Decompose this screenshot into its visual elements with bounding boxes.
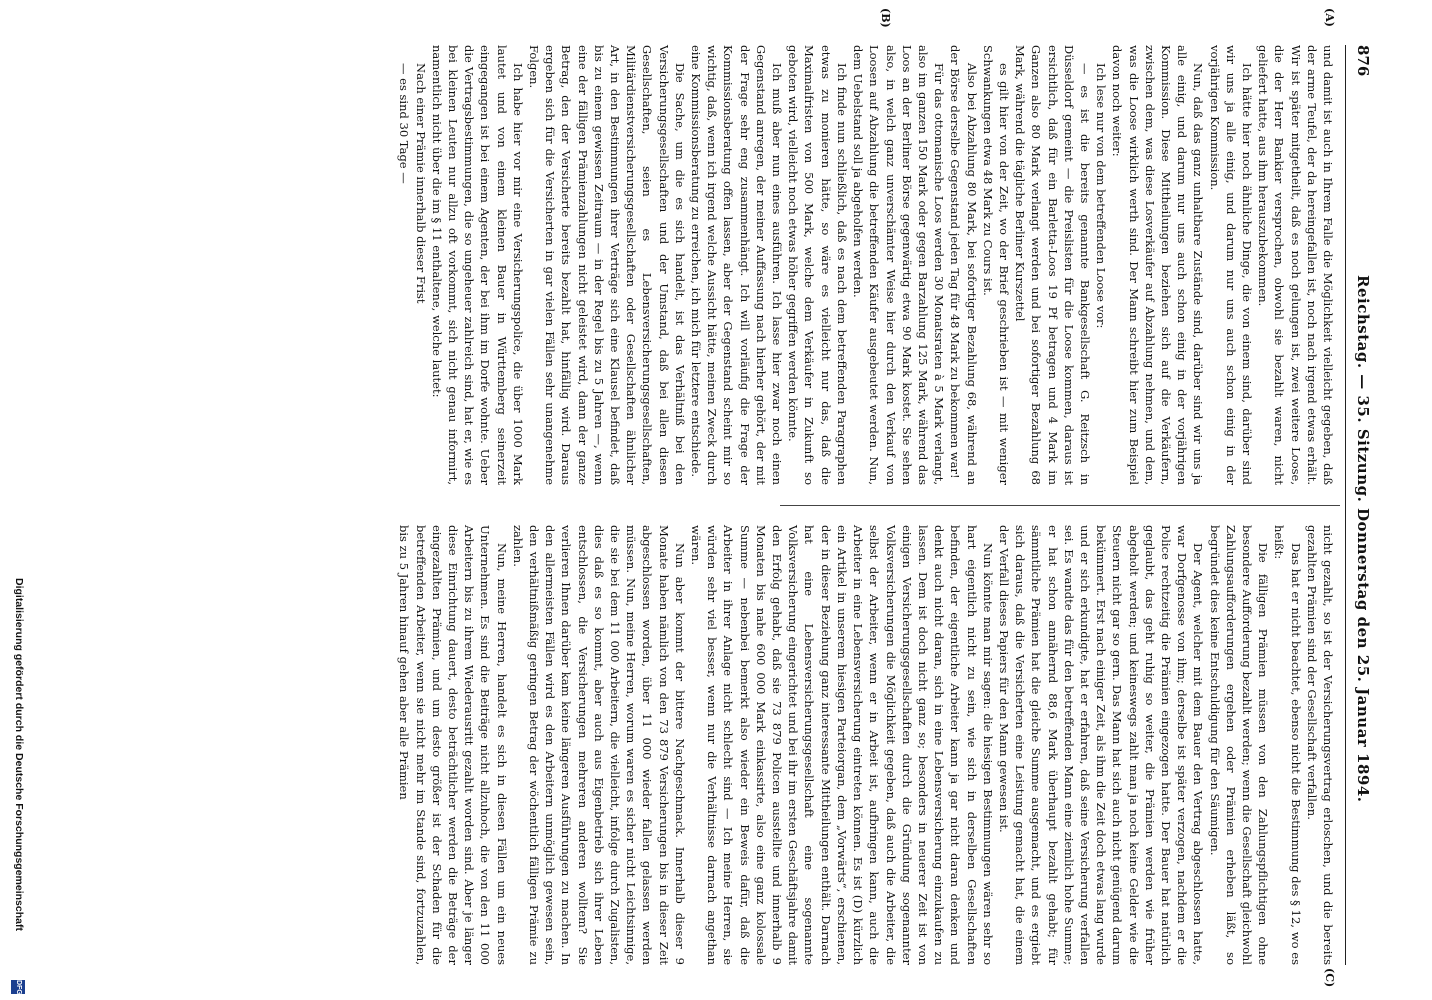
- digitization-note: Digitalisierung gefördert durch die Deutsche Forschungsgemeinschaft: [13, 578, 25, 931]
- left-column-paragraph: — es sind 30 Tage —: [397, 63, 412, 184]
- left-column-paragraph: Nach einer Prämie innerhalb dieser Frist: [413, 63, 428, 304]
- right-column-paragraph: nicht gezahlt, so ist der Versicherungsvertrag erloschen, und die bereits gezahlten Prämien sind der Gesellschaft verfallen.: [1304, 525, 1335, 965]
- digitization-footer: [7, 0, 27, 1000]
- left-column-paragraph: Für das ottomanische Loos werden 30 Monatsraten à 5 Mark verlangt, also im ganzen 150 Mark oder gegen Barzahlung 125 Mark, während das Loos an der Berliner Börse gegenwärtig etwa 90 Mark kostet. Sie sehen also, in welch ganz unverschämter Weise hier durch den Verkauf von Loosen auf Abzahlung die betreffenden Käufer ausgebeutet werden. Nun, dem Uebelstand soll ja abgeholfen werden.: [851, 45, 947, 485]
- left-column-paragraph: Also bei Abzahlung 80 Mark, bei sofortiger Bezahlung 68, während an der Börse derselbe Gegenstand jeden Tag für 48 Mark zu bekommen war!: [948, 45, 979, 485]
- left-text-column: [396, 45, 1336, 485]
- margin-marker-c: (C): [1323, 968, 1336, 988]
- dfg-logo: DFG: [11, 980, 25, 994]
- left-column-paragraph: Ich habe hier vor mir eine Versicherungspolice, die über 1000 Mark lautet und von einem kleinen Bauer in Württemberg seinerzeit eingegangen ist bei einem Agenten, der bei ihm im Dorfe wohnte. Ueber die Vertragsbestimmungen, die so ungeheuer zahlreich sind, hat er, wie es bei kleinen Leuten nur allzu oft vorkommt, sich nicht genau informirt, namentlich nicht über die im § 11 enthaltene, welche lautet:: [429, 45, 525, 485]
- right-column-paragraph: Nun aber kommt der bittere Nachgeschmack. Innerhalb dieser 9 Monate haben nämlich von den 73 879 Versicherungen bis in dieser Zeit abgeschlossen worden, über 11 000 wieder fallen gelassen werden müssen. Nun, meine Herren, worum waren es sicher nicht Leichtsinnige, die sie bei dem 11 000 Arbeitern, die vielleicht, infolge durch Zugalisten, dies daß es so kommt, aber auch aus Eigenbetrieb sich ihrer Leben entschlossen, die Versicherungen mehreren anderen wolltem? Sie verlieren Ihnen darüber kam keine längeren Ausführungen zu machen. In den allermeisten Fällen wird es den Arbeitern unmöglich gewesen sein, den verhältnißmäßig geringen Betrag der wöchentlich fälligen Prämie zu zahlen.: [510, 525, 687, 965]
- right-column-paragraph: Das hat er nicht beachtet, ebenso nicht die Bestimmung des § 12, wo es heißt:: [1272, 525, 1303, 965]
- left-column-paragraph: und damit ist auch in Ihrem Falle die Möglichkeit vielleicht gegeben, daß der arme Teufel, der da hereingefallen ist, noch nach irgend etwas erhält. Wir ist später mitgetheilt, daß es noch gelungen ist, zwei weitere Loose, die der Herr Bankier versprochen, obwohl sie bezahlt waren, nicht geliefert hatte, aus ihm herauszubekommen.: [1256, 45, 1335, 485]
- margin-marker-b: (B): [879, 8, 892, 28]
- right-column-paragraph: Die fälligen Prämien müssen von den Zahlungspflichtigen ohne besondere Aufforderung bezahlt werden; wenn die Gesellschaft gleichwohl Zahlungsaufforderungen ergehen oder Prämien erheben läßt, so begründet dies keine Entschuldigung für den Säumigen.: [1207, 525, 1271, 965]
- right-column-paragraph: Nun, meine Herren, handelt es sich in diesen Fällen um ein neues Unternehmen. Es sind die Beiträge nicht allzuhoch, die von den 11 000 Arbeitern bis zu ihrem Wiederausritt gezahlt worden sind. Aber je länger diese Einrichtung dauert, desto beträchtlicher werden die Beträge der eingezahlten Prämien, und um desto größer ist der Schaden für die betreffenden Arbeiter, wenn sie nicht mehr im Stande sind, fortzuzahlen, bis zu 5 Jahren hinauf gehen aber alle Prämien: [397, 525, 509, 965]
- left-column-paragraph: Ich lese nur von dem betreffenden Loose vor:: [1094, 63, 1109, 329]
- left-column-paragraph: Nun, daß das ganz unhaltbare Zustände sind, darüber sind wir uns ja alle einig, und darum nur uns auch schon einig in der vorjährigen Kommission. Diese Mittheilungen beziehen sich auf die Verkäufern, zwischen dem, was diese Losverkäufer auf Abzahlung nehmen, und dem, was die Loose wirklich werth sind. Der Mann schreibt hier zum Beispiel davon noch weiter:: [1110, 45, 1206, 485]
- page-title: Reichstag. — 35. Sitzung. Donnerstag den 25. Januar 1894.: [1354, 275, 1372, 803]
- left-column-paragraph: Ich muß aber nun eines ausführen. Ich lasse hier zwar noch einen Gegenstand anregen, der meiner Auffassung nach hierher gehört, der mit der Frage sehr eng zusammenhängt. Ich will vorläufig die Frage der Kommissionsberatung offen lassen, aber der Gegenstand scheint mir so wichtig, daß, wenn ich irgend welche Aussicht hätte, meinen Zweck durch eine Kommissionsberatung zu erreichen, ich mich für letztere entschiede.: [689, 45, 785, 485]
- left-column-paragraph: Ich hätte hier noch ähnliche Dinge, die von einem sind, darüber sind wir uns ja alle einig, und darum nur uns auch schon einig in der vorjährigen Kommission.: [1207, 45, 1254, 485]
- left-column-paragraph: — es ist die bereits genannte Bankgesellschaft G. Reitzsch in Düsseldorf gemeint — die Preislisten für die Loose kommen, daraus ist ersichtlich, daß für ein Barletta-Loos 19 Pf betragen und 4 Mark im Ganzen also 80 Mark verlangt werden und bei sofortiger Bezahlung 68 Mark, während die tägliche Berliner Kurszettel: [1013, 45, 1092, 485]
- right-column-paragraph: Nun könnte man mir sagen: die hiesigen Bestimmungen wären sehr so hart eigentlich nicht zu sein, wie sich in derselben Gesellschaften befinden, der eigentliche Arbeiter kann ja gar nicht daran denken und denkt auch nicht daran, sich in eine Lebensversicherung einzukaufen zu lassen. Dem ist doch nicht ganz so; besonders in neuerer Zeit ist von einigen Versicherungsgesellschaften durch die Gründung sogenannter Volksversicherungen die Möglichkeit gegeben, daß auch die Arbeiter, die selbst der Arbeiter, wenn er in Arbeit ist, aufbringen kann, auch die Arbeiter in eine Lebensversicherung eintreten können. Es ist (D) kürzlich ein Artikel in unserem hiesigen Parteiorgan, dem „Vorwärts“, erschienen, der in dieser Beziehung ganz interessante Mittheilungen enthält. Darnach hat eine Lebensversicherungsgesellschaft eine sogenannte Volksversicherung eingerichtet und bei ihr im ersten Geschäftsjahre damit den Erfolg gehabt, daß sie 73 879 Policen ausstellte und innerhalb 9 Monaten bis nahe 600 000 Mark einkassirte, also eine ganz kolossale Summe — nebenbei bemerkt also wieder ein Beweis dafür, daß die Arbeiter in ihrer Anlage nicht schlecht sind — Ich meine Herren, sie würden sehr viel besser, wenn nur die Verhältnisse darnach angethan wären.: [689, 525, 995, 965]
- margin-marker-a: (A): [1323, 8, 1336, 27]
- page-number: 876: [1354, 45, 1372, 77]
- right-column-paragraph: Der Agent, welcher mit dem Bauer den Vertrag abgeschlossen hatte, war Dorfgenosse von ihm; derselbe ist später verzogen, nachdem er die Police rechtzeitig die Prämien eingezogen hatte. Der Bauer hat natürlich geglaubt, das geht ruhig so weiter, die Prämien werden wie früher abgeholt werden; und keineswegs zahlt man ja noch keine Gelder wie die Steuern nicht gar so gern. Das Mann hat sich auch nicht genügend darum bekümmert. Erst nach einiger Zeit, als ihm die Zeit doch etwas lang wurde und er sich erkundigte, hat er erfahren, daß seine Versicherung verfallen sei. Es wandte das für den betreffenden Mann eine ziemlich hohe Summe; er hat schon annähernd 88,6 Mark überhaupt bezahlt gehabt; für sämmtliche Prämien hat die gleiche Summe ausgemacht, und es ergiebt sich daraus, daß die Versicherten eine Leistung gemacht hat, die einem der Verfall dieses Papiers für den Mann gewesen ist.: [996, 525, 1206, 965]
- page-header: [1348, 45, 1372, 965]
- column-divider: [780, 505, 1340, 506]
- right-text-column: [396, 525, 1336, 965]
- header-rule: [1345, 45, 1346, 965]
- left-column-paragraph: Die Sache, um die es sich handelt, ist das Verhältniß bei den Versicherungsgesellschaften und der Umstand, daß bei allen diesen Gesellschaften, seien es Lebensversicherungsgesellschaften, Militärdienstversicherungsgesellschaften oder Gesellschaften ähnlicher Art, in den Bestimmungen ihrer Verträge sich eine Klausel befindet, daß bis zu einem gewissen Zeitraum — in der Regel bis zu 5 Jahren —, wenn eine der fälligen Prämienzahlungen nicht geleistet wird, dann der ganze Betrag, den der Versicherte bereits bezahlt hat, hinfällig wird. Daraus ergeben sich für die Versicherten in gar vielen Fällen sehr unangenehme Folgen.: [527, 45, 687, 485]
- left-column-paragraph: es gilt hier von der Zeit, wo der Brief geschrieben ist — mit weniger Schwankungen etwa 48 Mark zu Cours ist.: [980, 45, 1011, 485]
- left-column-paragraph: Ich finde nun schließlich, daß es nach dem betreffenden Paragraphen etwas zu monieren hätte, so wäre es vielleicht nur das, daß die Maximalfristen von 500 Mark, welche dem Verkäufer in Zukunft so geboten wird, vielleicht noch etwas höher gegriffen werden könnte.: [786, 45, 849, 485]
